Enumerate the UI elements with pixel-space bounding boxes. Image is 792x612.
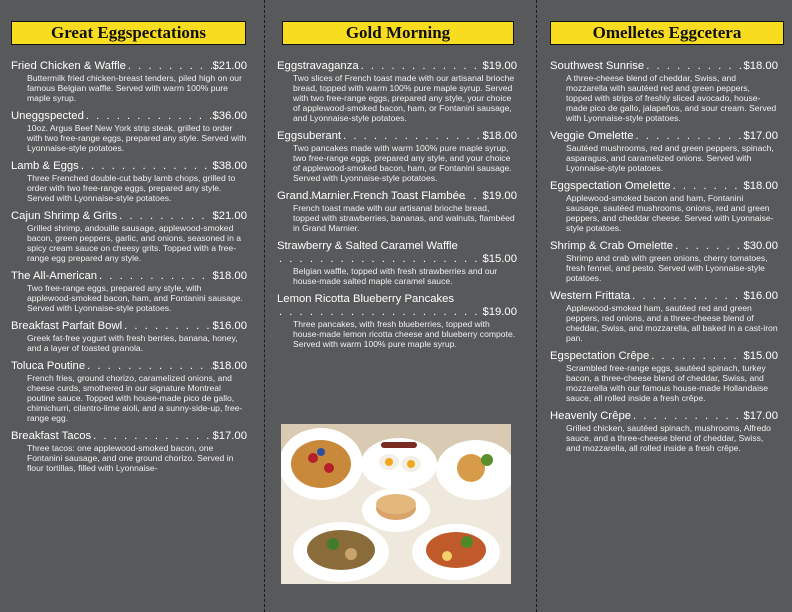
menu-item [550, 180, 778, 233]
section-header: Great Eggspectations [11, 21, 246, 45]
item-description: Buttermilk fried chicken-breast tenders, piled high on our famous Belgian waffle. Served with warm 100% pure maple syrup. [27, 73, 242, 103]
item-price: $15.00 [743, 350, 778, 362]
item-description: Scrambled free-range eggs, sautéed spinach, turkey bacon, a three-cheese blend of cheddar, Swiss, and mozzarella with our famous house-made Hollandaise sauce, all rolled inside a fresh crêpe. [566, 363, 769, 403]
menu-item [277, 240, 517, 286]
menu-item [277, 293, 517, 349]
menu-item [11, 60, 247, 103]
item-description: Two pancakes made with warm 100% pure maple syrup, two free-range eggs, prepared any style, and your choice of applewood-smoked bacon, ham, or Fontanini sausage. Served with Lyonnaise-style potatoes. [293, 143, 512, 183]
item-description: Greek fat-free yogurt with fresh berries, banana, honey, and a layer of toasted granola. [27, 333, 238, 353]
menu-item [550, 410, 778, 453]
item-description: Applewood-smoked ham, sautéed red and green peppers, red onions, and a three-cheese blend of cheddar, Swiss, and mozzarella, all baked in a cast-iron pan. [566, 303, 778, 343]
item-price: $18.00 [212, 270, 247, 282]
item-name: Eggsuberant [277, 130, 342, 142]
item-price: $18.00 [743, 60, 778, 72]
item-price: $19.00 [482, 190, 517, 202]
item-description: Sautéed mushrooms, red and green peppers, spinach, asparagus, and caramelized onions. Served with Lyonnaise-style potatoes. [566, 143, 774, 173]
item-description: Grilled shrimp, andouille sausage, applewood-smoked bacon, green peppers, garlic, and onions, seasoned in a spicy cream sauce on cheesy grits. Topped with a free-range egg prepared any style. [27, 223, 242, 263]
item-name: Veggie Omelette [550, 130, 634, 142]
item-price: $30.00 [743, 240, 778, 252]
leader-dots [634, 130, 744, 143]
item-price: $18.00 [212, 360, 247, 372]
item-price: $15.00 [482, 253, 517, 265]
leader-dots [79, 160, 213, 173]
item-name: Shrimp & Crab Omelette [550, 240, 674, 252]
item-description: Applewood-smoked bacon and ham, Fontanini sausage, sautéed mushrooms, onions, red and green peppers, and cheddar cheese. Served with Lyonnaise-style potatoes. [566, 193, 774, 233]
item-name: The All-American [11, 270, 98, 282]
menu-item [277, 60, 517, 123]
menu-item [550, 60, 778, 123]
item-name: Lemon Ricotta Blueberry Pancakes [277, 293, 455, 305]
item-description: Three tacos: one applewood-smoked bacon, one Fontanini sausage, and one ground chorizo. Served in flour tortillas, filled with Lyonnaise- [27, 443, 234, 473]
item-name: Uneggspected [11, 110, 84, 122]
menu-item [11, 210, 247, 263]
menu-item [277, 190, 517, 233]
menu-item [11, 270, 247, 313]
item-price: $17.00 [743, 410, 778, 422]
item-description: Three Frenched double-cut baby lamb chops, grilled to order with two free-range eggs, prepared any style. Served with Lyonnaise-style potatoes. [27, 173, 236, 203]
food-photo-icon [281, 424, 511, 584]
leader-dots [84, 110, 213, 123]
leader-dots [631, 410, 743, 423]
item-description: Shrimp and crab with green onions, cherry tomatoes, fresh fennel, and pesto. Served with Lyonnaise-style potatoes. [566, 253, 768, 283]
menu-item-list [277, 60, 517, 356]
item-description: 10oz. Argus Beef New York strip steak, grilled to order with two free-range eggs, prepared any style. Served with Lyonnaise-style potatoes. [27, 123, 247, 153]
menu-item [11, 110, 247, 153]
item-name: Breakfast Parfait Bowl [11, 320, 123, 332]
menu-item [550, 290, 778, 343]
menu-item [550, 350, 778, 403]
item-description: A three-cheese blend of cheddar, Swiss, and mozzarella with sautéed red and green peppers, topped with strips of freshly sliced avocado, house-made pico de gallo, jalapeños, and sour cream. Served with Lyonnaise-style potatoes. [566, 73, 777, 123]
item-price: $19.00 [482, 306, 517, 318]
item-price: $17.00 [743, 130, 778, 142]
item-price: $18.00 [743, 180, 778, 192]
leader-dots [673, 240, 743, 253]
item-name: Strawberry & Salted Caramel Waffle [277, 240, 458, 252]
menu-item [550, 240, 778, 283]
menu-panel-omelletes-eggcetera [528, 0, 792, 612]
leader-dots [307, 190, 482, 203]
leader-dots [644, 60, 743, 73]
leader-dots [341, 130, 482, 143]
item-description: Grilled chicken, sautéed spinach, mushrooms, Alfredo sauce, and a three-cheese blend of cheddar, Swiss, and mozzarella, all rolled inside a fresh crêpe. [566, 423, 771, 453]
menu-panel-great-eggspectations [0, 0, 264, 612]
item-description: Belgian waffle, topped with fresh strawberries and our house-made salted maple caramel sauce. [293, 266, 498, 286]
item-price: $36.00 [212, 110, 247, 122]
item-price: $16.00 [743, 290, 778, 302]
section-header: Omelletes Eggcetera [550, 21, 784, 45]
item-price: $21.00 [212, 60, 247, 72]
leader-dots [649, 350, 743, 363]
menu-item [277, 130, 517, 183]
leader-dots [91, 430, 212, 443]
item-name: Breakfast Tacos [11, 430, 92, 442]
item-name: Grand Marnier French Toast Flambée [277, 190, 466, 202]
menu-item [11, 320, 247, 353]
item-price: $17.00 [212, 430, 247, 442]
item-name: Southwest Sunrise [550, 60, 645, 72]
item-description: French fries, ground chorizo, caramelized onions, and cheese curds, smothered in our signature Montreal poutine sauce. Topped with house-made pico de gallo, chimichurri, cilantro-lime aioli, and a sunny-side-up, free-range egg. [27, 373, 243, 423]
item-price: $19.00 [482, 60, 517, 72]
leader-dots [97, 270, 212, 283]
item-description: French toast made with our artisanal brioche bread, topped with strawberries, bananas, and walnuts, flambéed in Grand Marnier. [293, 203, 515, 233]
food-photo [281, 424, 511, 584]
item-price: $38.00 [212, 160, 247, 172]
item-name: Eggspectation Omelette [550, 180, 671, 192]
item-name: Heavenly Crêpe [550, 410, 632, 422]
menu-item [550, 130, 778, 173]
item-description: Two slices of French toast made with our artisanal brioche bread, topped with warm 100% pure maple syrup. Served with two free-range eggs, prepared any style, your choice of applewood-smoked bacon, ham, or Fontanini sausage, and Lyonnaise-style potatoes. [293, 73, 515, 123]
item-name: Lamb & Eggs [11, 160, 79, 172]
menu-item [11, 160, 247, 203]
menu-item-list [550, 60, 778, 460]
menu-item-list [11, 60, 247, 480]
item-name: Eggstravaganza [277, 60, 359, 72]
item-name: Fried Chicken & Waffle [11, 60, 126, 72]
leader-dots [277, 253, 482, 266]
item-name: Cajun Shrimp & Grits [11, 210, 118, 222]
item-price: $16.00 [212, 320, 247, 332]
item-name: Toluca Poutine [11, 360, 86, 372]
section-header: Gold Morning [282, 21, 514, 45]
leader-dots [671, 180, 744, 193]
menu-panel-gold-morning [264, 0, 528, 612]
item-name: Egspectation Crêpe [550, 350, 650, 362]
menu-item [11, 360, 247, 423]
item-name: Western Frittata [550, 290, 631, 302]
item-price: $18.00 [482, 130, 517, 142]
leader-dots [359, 60, 483, 73]
menu-item [11, 430, 247, 473]
item-description: Three pancakes, with fresh blueberries, topped with house-made lemon ricotta cheese and blueberry compote. Served with warm 100% pure maple syrup. [293, 319, 516, 349]
leader-dots [122, 320, 212, 333]
leader-dots [126, 60, 213, 73]
leader-dots [117, 210, 212, 223]
leader-dots [630, 290, 743, 303]
leader-dots [85, 360, 212, 373]
item-price: $21.00 [212, 210, 247, 222]
leader-dots [277, 306, 482, 319]
item-description: Two free-range eggs, prepared any style, with applewood-smoked bacon, ham, and Fontanini sausage. Served with Lyonnaise-style potatoes. [27, 283, 243, 313]
